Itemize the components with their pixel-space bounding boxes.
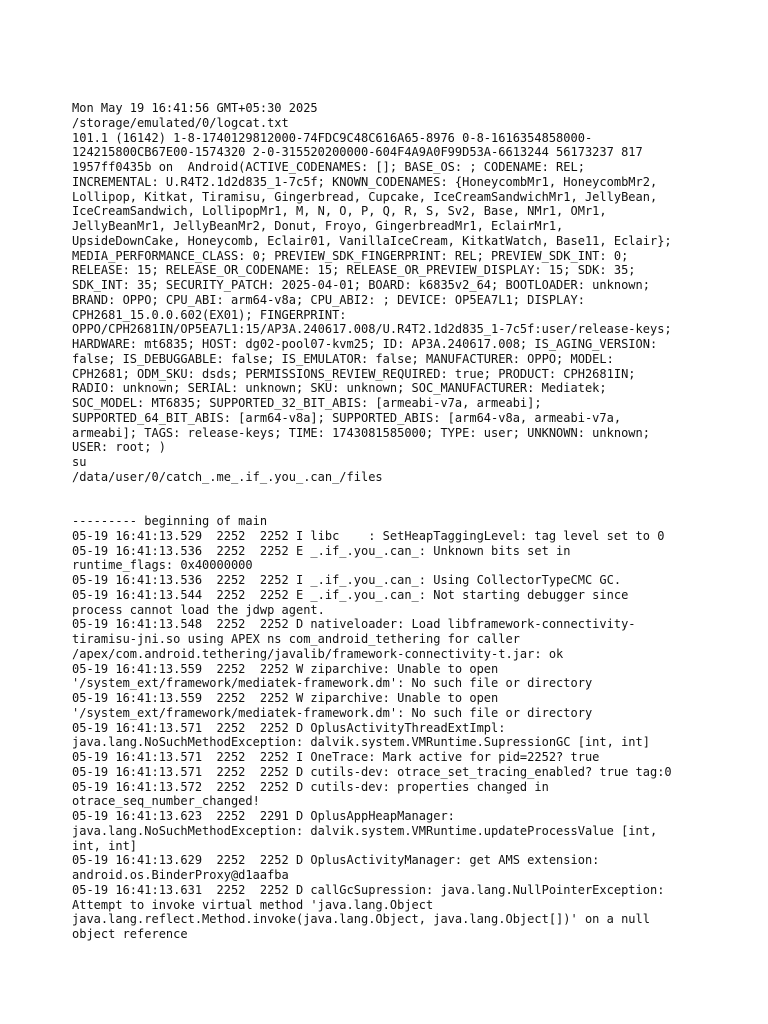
log-line: JellyBeanMr1, JellyBeanMr2, Donut, Froyo, GingerbreadMr1, EclairMr1, bbox=[72, 219, 564, 233]
log-line: '/system_ext/framework/mediatek-framework.dm': No such file or directory bbox=[72, 705, 593, 720]
log-line: 05-19 16:41:13.571 2252 2252 D cutils-dev: otrace_set_tracing_enabled? true tag:0 bbox=[72, 764, 672, 779]
log-line: 05-19 16:41:13.629 2252 2252 D OplusActivityManager: get AMS extension: bbox=[72, 853, 600, 868]
log-line: 05-19 16:41:13.548 2252 2252 D nativeloader: Load libframework-connectivity- bbox=[72, 617, 636, 632]
log-line: 05-19 16:41:13.623 2252 2291 D OplusAppHeapManager: bbox=[72, 809, 455, 823]
log-line: UpsideDownCake, Honeycomb, Eclair01, VanillaIceCream, KitkatWatch, Base11, Eclair}; bbox=[72, 233, 672, 248]
log-line: su bbox=[72, 455, 87, 469]
log-line: IceCreamSandwich, LollipopMr1, M, N, O, P, Q, R, S, Sv2, Base, NMr1, OMr1, bbox=[72, 204, 607, 219]
log-line: Mon May 19 16:41:56 GMT+05:30 2025 bbox=[72, 101, 318, 115]
log-line: false; IS_DEBUGGABLE: false; IS_EMULATOR: false; MANUFACTURER: OPPO; MODEL: bbox=[72, 351, 614, 366]
log-line: SUPPORTED_64_BIT_ABIS: [arm64-v8a]; SUPPORTED_ABIS: [arm64-v8a, armeabi-v7a, bbox=[72, 410, 622, 425]
log-line: '/system_ext/framework/mediatek-framework.dm': No such file or directory bbox=[72, 676, 593, 691]
log-line: object reference bbox=[72, 927, 188, 941]
log-line: 05-19 16:41:13.559 2252 2252 W ziparchive: Unable to open bbox=[72, 691, 499, 705]
log-line: /apex/com.android.tethering/javalib/framework-connectivity-t.jar: ok bbox=[72, 646, 564, 661]
log-line: OPPO/CPH2681IN/OP5EA7L1:15/AP3A.240617.008/U.R4T2.1d2d835_1-7c5f:user/release-keys; bbox=[72, 322, 672, 337]
log-line: INCREMENTAL: U.R4T2.1d2d835_1-7c5f; KNOWN_CODENAMES: {HoneycombMr1, HoneycombMr2, bbox=[72, 174, 658, 189]
log-line: 05-19 16:41:13.536 2252 2252 I _.if_.you_.can_: Using CollectorTypeCMC GC. bbox=[72, 573, 622, 587]
log-line: CPH2681; ODM_SKU: dsds; PERMISSIONS_REVIEW_REQUIRED: true; PRODUCT: CPH2681IN; bbox=[72, 366, 636, 381]
log-line: Lollipop, Kitkat, Tiramisu, Gingerbread, Cupcake, IceCreamSandwichMr1, JellyBean, bbox=[72, 189, 658, 204]
log-line: MEDIA_PERFORMANCE_CLASS: 0; PREVIEW_SDK_FINGERPRINT: REL; PREVIEW_SDK_INT: 0; bbox=[72, 248, 629, 263]
log-line: 05-19 16:41:13.559 2252 2252 W ziparchive: Unable to open bbox=[72, 661, 499, 676]
log-line: 05-19 16:41:13.571 2252 2252 D OplusActivityThreadExtImpl: bbox=[72, 720, 506, 735]
log-line: SDK_INT: 35; SECURITY_PATCH: 2025-04-01; BOARD: k6835v2_64; BOOTLOADER: unknown; bbox=[72, 278, 650, 292]
log-line: java.lang.reflect.Method.invoke(java.lang.Object, java.lang.Object[])' on a null bbox=[72, 912, 650, 927]
log-line: 1957ff0435b on Android(ACTIVE_CODENAMES: []; BASE_OS: ; CODENAME: REL; bbox=[72, 160, 585, 174]
log-line: --------- beginning of main bbox=[72, 514, 268, 528]
log-line: armeabi]; TAGS: release-keys; TIME: 1743081585000; TYPE: user; UNKNOWN: unknown; bbox=[72, 425, 650, 440]
log-line: 05-19 16:41:13.571 2252 2252 I OneTrace: Mark active for pid=2252? true bbox=[72, 750, 600, 764]
log-line: HARDWARE: mt6835; HOST: dg02-pool07-kvm25; ID: AP3A.240617.008; IS_AGING_VERSION: bbox=[72, 337, 658, 351]
log-line: int, int] bbox=[72, 838, 138, 853]
log-line: java.lang.NoSuchMethodException: dalvik.system.VMRuntime.updateProcessValue [int, bbox=[72, 823, 658, 838]
log-line: BRAND: OPPO; CPU_ABI: arm64-v8a; CPU_ABI2: ; DEVICE: OP5EA7L1; DISPLAY: bbox=[72, 292, 585, 307]
log-line: 101.1 (16142) 1-8-1740129812000-74FDC9C48C616A65-8976 0-8-1616354858000- bbox=[72, 130, 593, 145]
log-line bbox=[72, 485, 712, 500]
logcat-document bbox=[72, 101, 712, 942]
log-line: /data/user/0/catch_.me_.if_.you_.can_/files bbox=[72, 469, 383, 484]
log-line: Attempt to invoke virtual method 'java.lang.Object bbox=[72, 897, 434, 912]
log-line: otrace_seq_number_changed! bbox=[72, 794, 260, 809]
log-line: SOC_MODEL: MT6835; SUPPORTED_32_BIT_ABIS: [armeabi-v7a, armeabi]; bbox=[72, 396, 542, 410]
log-line: 05-19 16:41:13.572 2252 2252 D cutils-dev: properties changed in bbox=[72, 779, 549, 794]
log-line: process cannot load the jdwp agent. bbox=[72, 602, 325, 617]
log-line: USER: root; ) bbox=[72, 440, 166, 455]
log-line: CPH2681_15.0.0.602(EX01); FINGERPRINT: bbox=[72, 307, 347, 322]
log-line: RELEASE: 15; RELEASE_OR_CODENAME: 15; RELEASE_OR_PREVIEW_DISPLAY: 15; SDK: 35; bbox=[72, 263, 636, 278]
log-line: 05-19 16:41:13.631 2252 2252 D callGcSupression: java.lang.NullPointerException: bbox=[72, 882, 665, 897]
log-line: 124215800CB67E00-1574320 2-0-315520200000-604F4A9A0F99D53A-6613244 56173237 817 bbox=[72, 145, 643, 160]
log-line: 05-19 16:41:13.536 2252 2252 E _.if_.you_.can_: Unknown bits set in bbox=[72, 543, 571, 558]
log-line: 05-19 16:41:13.544 2252 2252 E _.if_.you_.can_: Not starting debugger since bbox=[72, 587, 629, 602]
log-line: java.lang.NoSuchMethodException: dalvik.system.VMRuntime.SupressionGC [int, int] bbox=[72, 735, 650, 750]
log-line: tiramisu-jni.so using APEX ns com_android_tethering for caller bbox=[72, 632, 520, 646]
log-line bbox=[72, 499, 712, 514]
log-line: /storage/emulated/0/logcat.txt bbox=[72, 115, 289, 130]
log-line: RADIO: unknown; SERIAL: unknown; SKU: unknown; SOC_MANUFACTURER: Mediatek; bbox=[72, 381, 607, 396]
log-line: runtime_flags: 0x40000000 bbox=[72, 558, 253, 573]
log-line: android.os.BinderProxy@d1aafba bbox=[72, 868, 289, 882]
log-line: 05-19 16:41:13.529 2252 2252 I libc : SetHeapTaggingLevel: tag level set to 0 bbox=[72, 528, 665, 543]
